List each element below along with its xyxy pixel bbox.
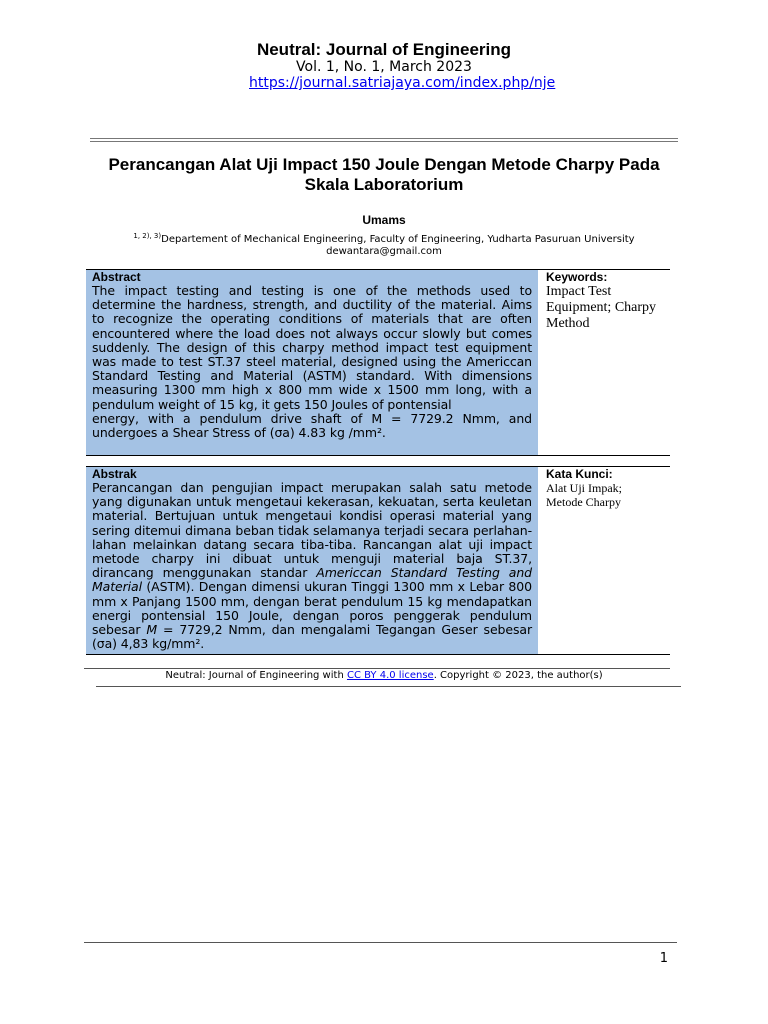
author-email: dewantara@gmail.com bbox=[326, 246, 442, 257]
kata-kunci-line-1: Alat Uji Impak; bbox=[546, 481, 622, 495]
author-affiliation bbox=[84, 230, 684, 258]
abstrak-text-italic: Americcan Standard Testing and Material bbox=[92, 565, 532, 595]
license-divider-top bbox=[84, 668, 670, 669]
abstrak-text-part1: Perancangan dan pengujian impact merupakan salah satu metode yang digunakan untuk mengetaui kekerasan, kekuatan, serta keuletan material. Bertujuan untuk mengetaui kondisi operasi material yang sering ditemui dimana beban tidak selamanya terjadi secara perlahan-lahan melainkan datang secara tiba-tiba. Rancangan alat uji impact metode charpy ini dibuat untuk menguji material baja ST.37, dirancang menggunakan standar bbox=[92, 480, 532, 581]
keywords-heading: Keywords: bbox=[546, 270, 608, 284]
license-prefix: Neutral: Journal of Engineering with bbox=[165, 670, 347, 681]
abstract-english-cell bbox=[86, 270, 538, 455]
article-title: Perancangan Alat Uji Impact 150 Joule Dengan Metode Charpy Pada Skala Laboratorium bbox=[108, 155, 660, 194]
keywords-indonesian-cell bbox=[546, 467, 670, 509]
license-suffix: . Copyright © 2023, the author(s) bbox=[433, 670, 603, 681]
abstract-english-paragraph: The impact testing and testing is one of the methods used to determine the hardness, strength, and ductility of the material. Aims to recognize the operating conditions of materials that are often encountered where the load does not always occur slowly but comes suddenly. The design of this charpy method impact test equipment was made to test ST.37 steel material, designed using the Americcan Standard Testing and Material (ASTM) standard. With dimensions measuring 1300 mm high x 800 mm wide x 1500 mm long, with a pendulum weight of 15 kg, it gets 150 Joules of pontensial bbox=[92, 283, 532, 412]
license-divider-bottom bbox=[96, 686, 681, 687]
abstract-indonesian-block bbox=[86, 466, 670, 655]
abstract-indonesian-body bbox=[92, 481, 532, 651]
abstract-heading: Abstract bbox=[92, 270, 141, 284]
abstrak-text-part2: (ASTM). Dengan dimensi ukuran Tinggi 1300 mm x Lebar 800 mm x Panjang 1500 mm, dengan berat pendulum 15 kg mendapatkan energi pontensial 150 Joule, dengan poros penggerak pendulum sebesar bbox=[92, 579, 532, 638]
footer-divider bbox=[84, 942, 677, 943]
affiliation-text: Departement of Mechanical Engineering, Faculty of Engineering, Yudharta Pasuruan University bbox=[161, 234, 635, 245]
keywords-english: Impact Test Equipment; Charpy Method bbox=[546, 284, 657, 331]
journal-volume: Vol. 1, No. 1, March 2023 bbox=[296, 59, 472, 75]
author-name: Umams bbox=[362, 213, 406, 227]
affiliation-marks: 1, 2), 3) bbox=[133, 232, 162, 240]
keywords-english-cell bbox=[546, 270, 670, 332]
abstrak-text-italic-m: M bbox=[146, 622, 158, 638]
header-divider-secondary bbox=[90, 141, 678, 142]
license-link[interactable]: CC BY 4.0 license bbox=[346, 670, 434, 681]
abstrak-heading: Abstrak bbox=[92, 467, 137, 481]
abstract-indonesian-cell bbox=[86, 467, 538, 654]
journal-name: Neutral: Journal of Engineering bbox=[256, 40, 512, 59]
kata-kunci-heading: Kata Kunci: bbox=[546, 467, 613, 481]
abstract-english-body bbox=[92, 284, 532, 440]
journal-url-link[interactable]: https://journal.satriajaya.com/index.php/nje bbox=[249, 75, 556, 91]
abstract-english-block bbox=[86, 269, 670, 456]
kata-kunci-line-2: Metode Charpy bbox=[546, 495, 621, 509]
abstract-english-paragraph-end: energy, with a pendulum drive shaft of M = 7729.2 Nmm, and undergoes a Shear Stress of (σa) 4.83 kg /mm². bbox=[92, 410, 532, 441]
page-number: 1 bbox=[659, 951, 668, 966]
license-line bbox=[84, 670, 684, 681]
abstrak-text-part3: = 7729,2 Nmm, dan mengalami Tegangan Geser sebesar (σa) 4,83 kg/mm². bbox=[92, 622, 532, 652]
header-divider bbox=[90, 138, 678, 139]
